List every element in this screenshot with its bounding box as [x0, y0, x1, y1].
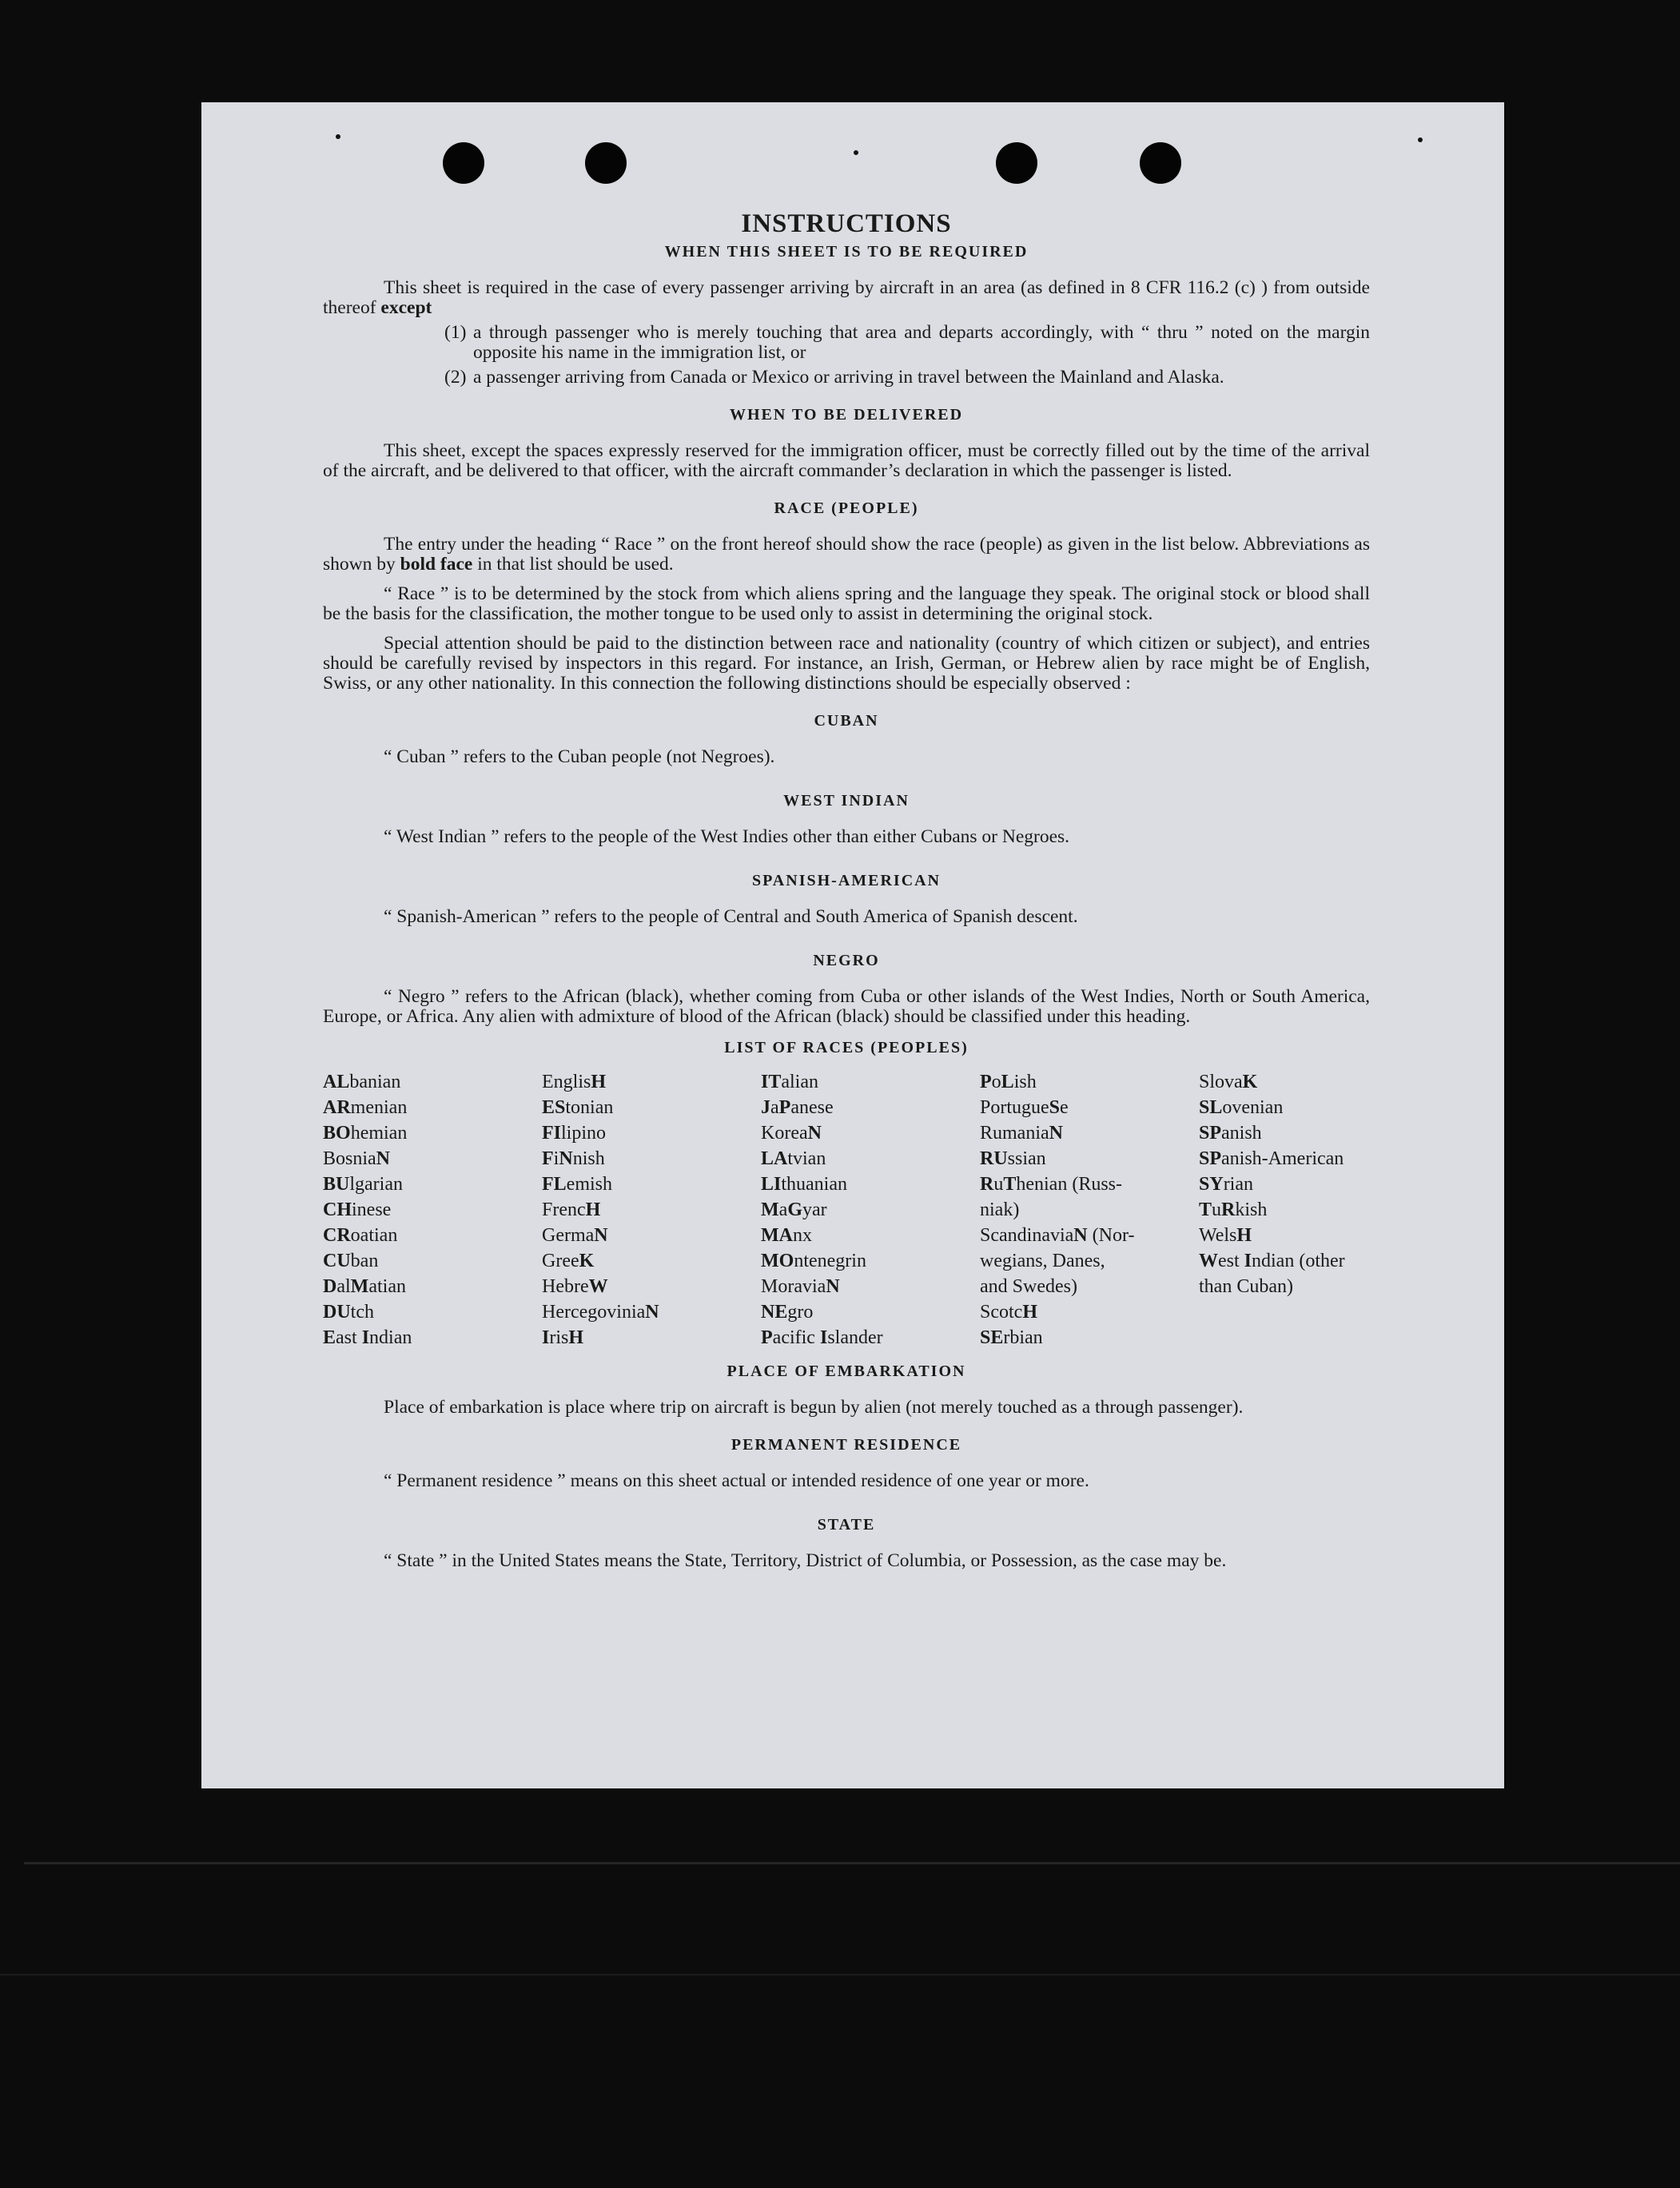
- race-entry: LAtvian: [761, 1148, 826, 1169]
- race-entry: EStonian: [542, 1097, 614, 1118]
- race-entry: ScandinaviaN (Nor-: [980, 1225, 1135, 1246]
- dust-speck: [854, 150, 858, 155]
- punch-hole: [585, 142, 627, 184]
- race-entry: GreeK: [542, 1251, 595, 1271]
- race-entry: [1199, 1325, 1370, 1351]
- section-heading-state: STATE: [817, 1516, 876, 1534]
- race-entry: ScotcH: [980, 1302, 1037, 1323]
- race-entry: WelsH: [1199, 1225, 1252, 1246]
- except-word: except: [380, 297, 432, 318]
- race-entry: ARmenian: [323, 1097, 408, 1118]
- race-entry: wegians, Danes,: [980, 1251, 1105, 1271]
- section-heading-required: WHEN THIS SHEET IS TO BE REQUIRED: [664, 243, 1029, 261]
- page-title: INSTRUCTIONS: [741, 209, 952, 238]
- race-entry: RuThenian (Russ-: [980, 1174, 1123, 1195]
- embarkation-text: Place of embarkation is place where trip on aircraft is begun by alien (not merely touched as a through passenger).: [384, 1397, 1244, 1418]
- punch-hole: [1140, 142, 1181, 184]
- residence-text: “ Permanent residence ” means on this sheet actual or intended residence of one year or more.: [384, 1470, 1089, 1491]
- race-entry: MOntenegrin: [761, 1251, 866, 1271]
- race-entry: GermaN: [542, 1225, 608, 1246]
- section-heading-spanish-american: SPANISH-AMERICAN: [751, 872, 942, 889]
- race-entry: PoLish: [980, 1072, 1037, 1092]
- race-entry: HebreW: [542, 1276, 608, 1297]
- race-entry: FrencH: [542, 1199, 601, 1220]
- race-entry: IrisH: [542, 1327, 584, 1348]
- race-entry: SlovaK: [1199, 1072, 1258, 1092]
- race-entry: MaGyar: [761, 1199, 827, 1220]
- race-entry: FIlipino: [542, 1123, 607, 1144]
- race-entry: PortugueSe: [980, 1097, 1069, 1118]
- race-entry: MAnx: [761, 1225, 812, 1246]
- race-paragraph-3: Special attention should be paid to the distinction between race and nationality (country of which citizen or subject), and entries should be carefully revised by inspectors in this regard. For instance, an Irish, German, or Hebrew alien by race might be of English, Swiss, or any other nationality. In this connection the following distinctions should be especially observed :: [323, 633, 1370, 694]
- section-heading-negro: NEGRO: [813, 952, 880, 969]
- race-entry: BOhemian: [323, 1123, 408, 1144]
- race-entry: ITalian: [761, 1072, 818, 1092]
- required-intro: This sheet is required in the case of every passenger arriving by aircraft in an area (as defined in 8 CFR 116.2 (c) ) from outside thereof except: [323, 277, 1370, 318]
- race-entry: HercegoviniaN: [542, 1302, 659, 1323]
- race-entry: EnglisH: [542, 1072, 607, 1092]
- section-heading-residence: PERMANENT RESIDENCE: [731, 1436, 962, 1454]
- race-entry: JaPanese: [761, 1097, 834, 1118]
- race-entry: RUssian: [980, 1148, 1046, 1169]
- race-entry: BUlgarian: [323, 1174, 403, 1195]
- race-entry: CRoatian: [323, 1225, 398, 1246]
- section-heading-cuban: CUBAN: [814, 712, 879, 730]
- races-list: [323, 1069, 1370, 1351]
- race-entry: CHinese: [323, 1199, 392, 1220]
- race-entry: SErbian: [980, 1327, 1043, 1348]
- race-entry: MoraviaN: [761, 1276, 840, 1297]
- race-paragraph-1: The entry under the heading “ Race ” on the front hereof should show the race (people) as given in the list below. Abbreviations as shown by bold face in that list should be used.: [323, 534, 1370, 575]
- race-entry: Pacific Islander: [761, 1327, 883, 1348]
- race-entry: DUtch: [323, 1302, 374, 1323]
- race-entry: and Swedes): [980, 1276, 1077, 1297]
- exception-item: (2) a passenger arriving from Canada or Mexico or arriving in travel between the Mainland and Alaska.: [444, 367, 1224, 388]
- race-entry: East Indian: [323, 1327, 412, 1348]
- negro-text: “ Negro ” refers to the African (black), whether coming from Cuba or other islands of the West Indies, North or South America, Europe, or Africa. Any alien with admixture of blood of the African (black) should be classified under this heading.: [323, 986, 1370, 1027]
- race-entry: than Cuban): [1199, 1276, 1293, 1297]
- state-text: “ State ” in the United States means the State, Territory, District of Columbia, or Possession, as the case may be.: [384, 1550, 1227, 1571]
- instruction-sheet: [201, 102, 1504, 1788]
- race-entry: TuRkish: [1199, 1199, 1268, 1220]
- race-entry: SLovenian: [1199, 1097, 1284, 1118]
- race-entry: KoreaN: [761, 1123, 822, 1144]
- delivered-text: This sheet, except the spaces expressly reserved for the immigration officer, must be correctly filled out by the time of the arrival of the aircraft, and be delivered to that officer, with the aircraft commander’s declaration in which the passenger is listed.: [323, 440, 1370, 481]
- race-entry: FLemish: [542, 1174, 612, 1195]
- race-entry: FiNnish: [542, 1148, 605, 1169]
- section-heading-list-of-races: LIST OF RACES (PEOPLES): [724, 1039, 969, 1056]
- race-entry: LIthuanian: [761, 1174, 847, 1195]
- race-entry: NEgro: [761, 1302, 814, 1323]
- section-heading-delivered: WHEN TO BE DELIVERED: [729, 406, 964, 424]
- race-entry: SYrian: [1199, 1174, 1253, 1195]
- section-heading-west-indian: WEST INDIAN: [783, 792, 910, 810]
- race-entry: [1199, 1299, 1370, 1325]
- race-entry: niak): [980, 1199, 1020, 1220]
- instructions-body: [323, 209, 1370, 1571]
- film-edge-line: [0, 1974, 1680, 1975]
- race-entry: West Indian (other: [1199, 1251, 1345, 1271]
- exception-item: (1) a through passenger who is merely touching that area and departs accordingly, with “ thru ” noted on the margin opposite his name in the immigration list, or: [444, 322, 1370, 363]
- west-indian-text: “ West Indian ” refers to the people of the West Indies other than either Cubans or Negroes.: [384, 826, 1070, 847]
- section-heading-embarkation: PLACE OF EMBARKATION: [727, 1363, 966, 1380]
- section-heading-race: RACE (PEOPLE): [774, 499, 919, 517]
- spanish-american-text: “ Spanish-American ” refers to the people of Central and South America of Spanish descent.: [384, 906, 1078, 927]
- punch-hole: [996, 142, 1037, 184]
- race-entry: ALbanian: [323, 1072, 401, 1092]
- dust-speck: [336, 134, 340, 139]
- race-entry: SPanish-American: [1199, 1148, 1344, 1169]
- cuban-text: “ Cuban ” refers to the Cuban people (not Negroes).: [384, 746, 775, 767]
- race-paragraph-2: “ Race ” is to be determined by the stock from which aliens spring and the language they speak. The original stock or blood shall be the basis for the classification, the mother tongue to be used only to assist in determining the original stock.: [323, 583, 1370, 624]
- film-edge-line: [24, 1862, 1680, 1864]
- race-entry: SPanish: [1199, 1123, 1262, 1144]
- race-entry: CUban: [323, 1251, 379, 1271]
- race-entry: BosniaN: [323, 1148, 391, 1169]
- punch-hole: [443, 142, 484, 184]
- dust-speck: [1418, 137, 1423, 142]
- race-entry: RumaniaN: [980, 1123, 1063, 1144]
- race-entry: DalMatian: [323, 1276, 406, 1297]
